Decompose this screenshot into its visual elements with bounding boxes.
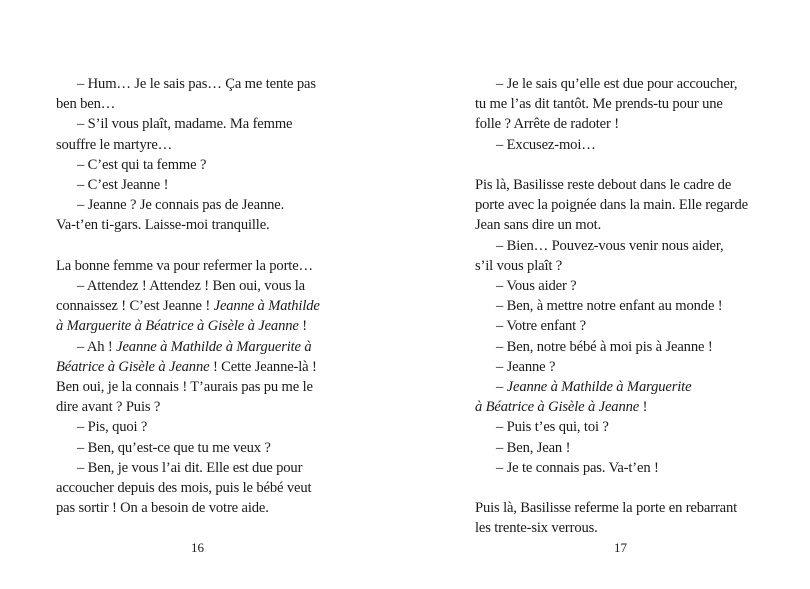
text-line: – Ben, à mettre notre enfant au monde ! bbox=[496, 298, 723, 315]
paragraph-spacer bbox=[56, 236, 334, 256]
text-run: dire avant ? Puis ? bbox=[56, 399, 161, 416]
italic-text-run: à Béatrice à Gisèle à Jeanne bbox=[475, 399, 640, 416]
text-line bbox=[56, 397, 334, 417]
text-line: – Jeanne ? bbox=[496, 358, 556, 375]
text-line: – Je te connais pas. Va-t’en ! bbox=[496, 459, 659, 476]
text-run: – Ah ! bbox=[77, 338, 117, 355]
dialogue-paragraph bbox=[475, 458, 767, 478]
text-line bbox=[56, 296, 334, 316]
text-line: – Hum… Je le sais pas… Ça me tente pas bbox=[77, 76, 316, 92]
dialogue-paragraph bbox=[56, 175, 334, 195]
text-line: Va-t’en ti-gars. Laisse-moi tranquille. bbox=[56, 217, 270, 234]
text-line: Puis là, Basilisse referme la porte en rebarrant bbox=[475, 500, 738, 517]
text-line bbox=[475, 377, 767, 397]
dialogue-paragraph bbox=[56, 438, 334, 458]
dialogue-paragraph bbox=[56, 337, 334, 418]
dialogue-paragraph bbox=[475, 357, 767, 377]
text-line: – C’est Jeanne ! bbox=[77, 177, 169, 194]
dialogue-paragraph bbox=[475, 417, 767, 437]
dialogue-paragraph bbox=[475, 316, 767, 336]
text-line: – Ben, Jean ! bbox=[496, 439, 571, 456]
text-line: souffre le martyre… bbox=[56, 136, 173, 153]
italic-text-run: à Marguerite à Béatrice à Gisèle à Jeanne bbox=[56, 318, 299, 335]
text-line: – Jeanne ? Je connais pas de Jeanne. bbox=[77, 197, 285, 214]
text-run: ! bbox=[639, 399, 648, 416]
text-line: – Pis, quoi ? bbox=[77, 419, 148, 436]
dialogue-paragraph bbox=[475, 296, 767, 316]
italic-text-run: Jeanne à Mathilde à Marguerite à bbox=[116, 338, 312, 355]
page-left bbox=[56, 0, 334, 589]
page-number-right: 17 bbox=[614, 540, 627, 555]
dialogue-paragraph bbox=[475, 438, 767, 458]
text-line: – Votre enfant ? bbox=[496, 318, 586, 335]
dialogue-paragraph bbox=[56, 276, 334, 337]
text-line bbox=[56, 377, 334, 397]
text-run: – bbox=[496, 379, 507, 396]
text-line bbox=[56, 337, 334, 357]
text-line: porte avec la poignée dans la main. Elle regarde bbox=[475, 197, 748, 214]
text-run: ! bbox=[298, 318, 307, 335]
italic-text-run: Béatrice à Gisèle à Jeanne bbox=[56, 358, 210, 375]
text-line: Jean sans dire un mot. bbox=[475, 217, 602, 234]
text-line: pas sortir ! On a besoin de votre aide. bbox=[56, 500, 269, 517]
text-line: – C’est qui ta femme ? bbox=[77, 156, 207, 173]
dialogue-paragraph bbox=[475, 236, 767, 276]
text-line: – S’il vous plaît, madame. Ma femme bbox=[77, 116, 293, 133]
dialogue-paragraph bbox=[56, 155, 334, 175]
text-line bbox=[475, 397, 767, 417]
text-line bbox=[56, 316, 334, 336]
text-line: s’il vous plaît ? bbox=[475, 257, 563, 274]
text-run: Ben oui, je la connais ! T’aurais pas pu me le bbox=[56, 379, 313, 396]
italic-text-run: Jeanne à Mathilde bbox=[213, 298, 320, 315]
text-run: connaissez ! C’est Jeanne ! bbox=[56, 298, 214, 315]
narration-paragraph bbox=[475, 498, 767, 538]
text-run: – Attendez ! Attendez ! Ben oui, vous la bbox=[77, 278, 306, 295]
dialogue-paragraph bbox=[475, 276, 767, 296]
dialogue-paragraph bbox=[56, 417, 334, 437]
text-line: Pis là, Basilisse reste debout dans le cadre de bbox=[475, 177, 732, 193]
text-line: – Ben, qu’est-ce que tu me veux ? bbox=[77, 439, 271, 456]
right-page-body-text bbox=[475, 74, 767, 539]
dialogue-paragraph bbox=[475, 377, 767, 417]
paragraph-spacer bbox=[475, 155, 767, 175]
dialogue-paragraph bbox=[56, 114, 334, 154]
dialogue-paragraph bbox=[475, 135, 767, 155]
page-number-left: 16 bbox=[191, 540, 204, 555]
text-line: folle ? Arrête de radoter ! bbox=[475, 116, 619, 133]
text-line: – Je le sais qu’elle est due pour accoucher, bbox=[496, 76, 738, 92]
dialogue-paragraph bbox=[56, 458, 334, 519]
dialogue-paragraph bbox=[56, 74, 334, 114]
text-line: – Ben, notre bébé à moi pis à Jeanne ! bbox=[496, 338, 713, 355]
text-line bbox=[56, 276, 334, 296]
dialogue-paragraph bbox=[56, 195, 334, 235]
text-run: ! Cette Jeanne-là ! bbox=[209, 358, 317, 375]
text-line: tu me l’as dit tantôt. Me prends-tu pour une bbox=[475, 96, 723, 113]
text-line: les trente-six verrous. bbox=[475, 520, 598, 537]
page-right bbox=[475, 0, 767, 589]
left-page-body-text bbox=[56, 74, 334, 518]
italic-text-run: Jeanne à Mathilde à Marguerite bbox=[506, 379, 692, 396]
narration-paragraph bbox=[56, 256, 334, 276]
paragraph-spacer bbox=[475, 478, 767, 498]
text-line: – Vous aider ? bbox=[496, 278, 577, 295]
dialogue-paragraph bbox=[475, 337, 767, 357]
text-line: La bonne femme va pour refermer la porte… bbox=[56, 257, 313, 274]
text-line: – Puis t’es qui, toi ? bbox=[496, 419, 609, 436]
narration-paragraph bbox=[475, 175, 767, 236]
dialogue-paragraph bbox=[475, 74, 767, 135]
text-line: – Excusez-moi… bbox=[496, 136, 596, 153]
text-line: ben ben… bbox=[56, 96, 116, 113]
text-line bbox=[56, 357, 334, 377]
text-line: – Ben, je vous l’ai dit. Elle est due pour bbox=[77, 459, 303, 476]
text-line: accoucher depuis des mois, puis le bébé veut bbox=[56, 480, 312, 497]
text-line: – Bien… Pouvez-vous venir nous aider, bbox=[496, 237, 724, 254]
